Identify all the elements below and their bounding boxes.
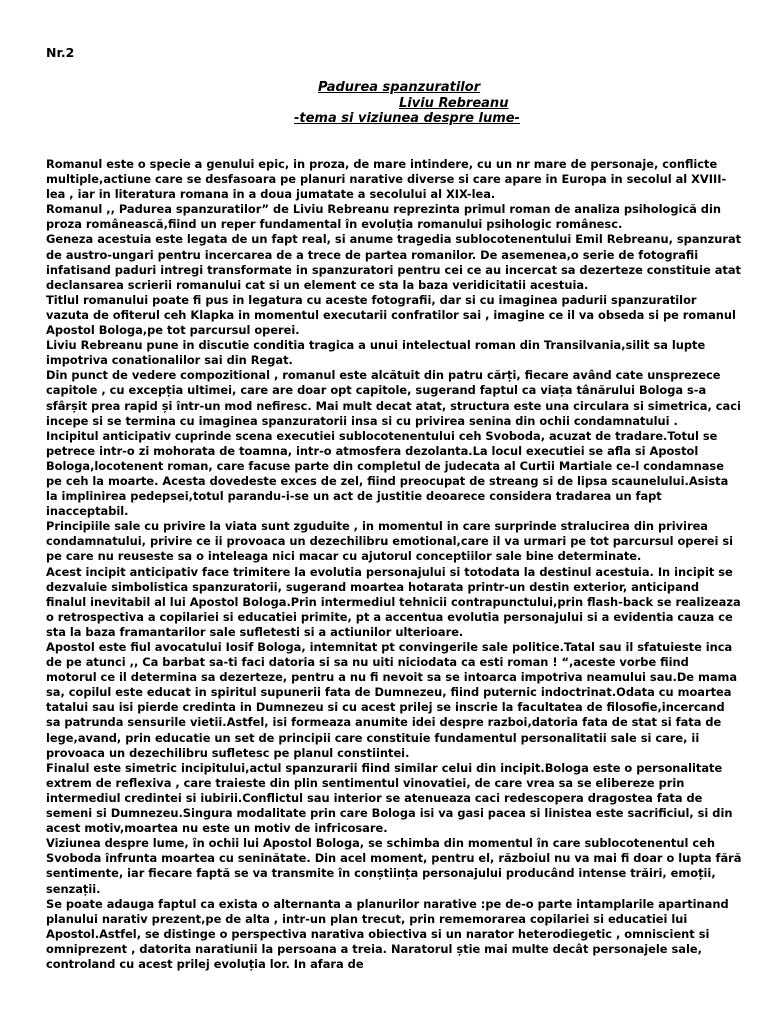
paragraph: Din punct de vedere compozitional , romanul este alcătuit din patru cărți, fiecare având cate unsprezece capitole , cu excepția ultimei, care are doar opt capitole, sugerand faptul ca viața tânărului Bologa s-a sfârșit prea rapid și într-un mod nefiresc. Mai mult decat atat, structura este una circulara si simetrica, caci incepe si se termina cu imaginea spanzuratorii insa si cu privirea senina din ochii condamnatului . bbox=[46, 368, 741, 428]
document-subtitle: -tema si viziunea despre lume- bbox=[294, 111, 520, 126]
document-title: Padurea spanzuratilor bbox=[318, 80, 481, 95]
paragraph: Incipitul anticipativ cuprinde scena executiei sublocotenentului ceh Svoboda, acuzat de tradare.Totul se petrece intr-o zi mohorata de toamna, intr-o atmosfera dezolanta.La locul executiei se afla si Apostol Bologa,locotenent roman, care facuse parte din completul de judecata al Curtii Martiale ce-l condamnase pe ceh la moarte. Acesta dovedeste exces de zel, fiind preocupat de streang si de lipsa scaunelului.Asista la implinirea pedepsei,totul parandu-i-se un act de justitie deoarece considera tradarea un fapt inacceptabil. bbox=[46, 428, 729, 519]
paragraph: Se poate adauga faptul ca exista o alternanta a planurilor narative :pe de-o parte intamplarile apartinand planului narativ prezent,pe de alta , intr-un plan trecut, prin rememorarea copilariei si educatiei lui Apostol.Astfel, se distinge o perspectiva narativa obiectiva si un narator heterodiegetic , omniscient si omniprezent , datorita naratiunii la persoana a treia. Naratorul știe mai multe decât personajele sale, controland cu acest prilej evoluția lor. In afara de bbox=[46, 896, 729, 971]
paragraph: Romanul ,, Padurea spanzuratilor” de Liviu Rebreanu reprezinta primul roman de analiza psihologică din proza românească,fiind un reper fundamental în evoluția romanului psihologic românesc. bbox=[46, 202, 721, 232]
paragraph: Viziunea despre lume, în ochii lui Apostol Bologa, se schimba din momentul în care sublocotenentul ceh Svoboda înfrunta moartea cu seninătate. Din acel moment, pentru el, războiul nu va mai fi doar o lupta fără sentimente, iar fiecare faptă se va transmite în conștiința personajului producând intense trăiri, emoții, senzații. bbox=[46, 836, 742, 896]
paragraph: Romanul este o specie a genului epic, in proza, de mare intindere, cu un nr mare de personaje, conflicte multiple,actiune care se desfasoara pe planuri narative diverse si care apare in Europa in secolul al XVIII-lea , iar in literatura romana in a doua jumatate a secolului al XIX-lea. bbox=[46, 157, 727, 202]
paragraph: Principiile sale cu privire la viata sunt zguduite , in momentul in care surprinde stralucirea din privirea condamnatului, privire ce ii provoaca un dezechilibru emotional,care il va urmari pe tot parcursul operei si pe care nu reuseste sa o inteleaga nici macar cu ajutorul conceptiilor sale bine determinate. bbox=[46, 519, 734, 564]
document-author: Liviu Rebreanu bbox=[399, 96, 509, 111]
paragraph: Apostol este fiul avocatului Iosif Bologa, intemnitat pt convingerile sale politice.Tatal sau il sfatuieste inca de pe atunci ,, Ca barbat sa-ti faci datoria si sa nu uiti niciodata ca esti roman ! “,aceste vorbe fiind motorul ce il determina sa dezerteze, pentru a nu fi nevoit sa se intoarca impotriva neamului sau.De mama sa, copilul este educat in spiritul supunerii fata de Dumnezeu, fiind puternic indoctrinat.Odata cu moartea tatalui sau isi pierde credinta in Dumnezeu si cu acest prilej se inscrie la facultatea de filosofie,incercand sa patrunda sensurile vietii.Astfel, isi formeaza anumite idei despre razboi,datoria fata de stat si fata de lege,avand, prin educatie un set de principii care constituie fundamentul personalitatii sale si care, ii provoaca un dezechilibru sufletesc pe planul constiintei. bbox=[46, 640, 738, 760]
document-number: Nr.2 bbox=[46, 45, 75, 60]
paragraph: Geneza acestuia este legata de un fapt real, si anume tragedia sublocotenentului Emil Rebreanu, spanzurat de austro-ungari pentru incercarea de a trece de partea romanilor. De asemenea,o serie de fotografii infatisand paduri intregi transformate in spanzuratori pentru cei ce au incercat sa dezerteze constituie atat declansarea scrierii romanului cat si un element ce sta la baza veridicitatii acestuia. bbox=[46, 232, 742, 292]
paragraph: Finalul este simetric incipitului,actul spanzurarii fiind similar celui din incipit.Bologa este o personalitate extrem de reflexiva , care traieste din plin sentimentul vinovatiei, de care vrea sa se elibereze prin intermediul credintei si iubirii.Conflictul sau interior se atenueaza caci redescopera dragostea fata de semeni si Dumnezeu.Singura modalitate prin care Bologa isi va gasi pacea si linistea este sacrificiul, si din acest motiv,moartea nu este un motiv de infricosare. bbox=[46, 760, 733, 836]
paragraph: Titlul romanului poate fi pus in legatura cu aceste fotografii, dar si cu imaginea padurii spanzuratilor vazuta de ofiterul ceh Klapka in momentul executarii confratilor sai , imagine ce il va obseda si pe romanul Apostol Bologa,pe tot parcursul operei. bbox=[46, 292, 736, 338]
document-body bbox=[46, 157, 742, 972]
paragraph: Liviu Rebreanu pune in discutie conditia tragica a unui intelectual roman din Transilvania,silit sa lupte impotriva conationalilor sai din Regat. bbox=[46, 338, 706, 368]
paragraph: Acest incipit anticipativ face trimitere la evolutia personajului si totodata la destinul acestuia. In incipit se dezvaluie simbolistica spanzuratorii, sugerand moartea hotarata printr-un destin exterior, anticipand finalul inevitabil al lui Apostol Bologa.Prin intermediul tehnicii contrapunctului,prin flash-back se realizeaza o retrospectiva a copilariei si educatiei primite, pt a accentua evolutia personajului si a evidentia cauza ce sta la baza framantarilor sale sufletesti si a actiunilor ulterioare. bbox=[46, 564, 741, 639]
